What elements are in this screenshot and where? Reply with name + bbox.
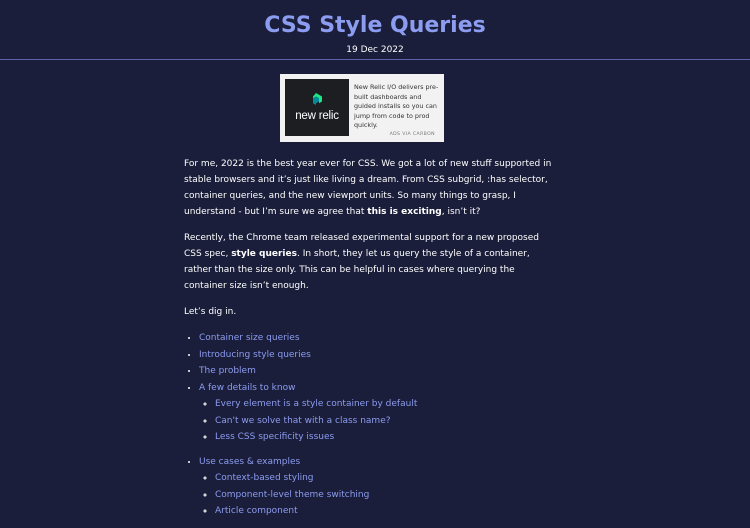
- toc-link-theme-switching[interactable]: Component-level theme switching: [215, 489, 370, 500]
- toc-link-specificity-issues[interactable]: Less CSS specificity issues: [215, 432, 335, 442]
- toc-item: [199, 454, 554, 520]
- toc-link-details-to-know[interactable]: A few details to know: [199, 382, 296, 393]
- table-of-contents: [184, 330, 554, 520]
- toc-subitem: [215, 429, 554, 446]
- ad-logo[interactable]: [285, 79, 349, 136]
- toc-item: [199, 330, 554, 347]
- toc-link-use-cases[interactable]: Use cases & examples: [199, 456, 301, 467]
- paragraph-text: , isn’t it?: [441, 207, 481, 217]
- toc-sublist: [199, 470, 554, 520]
- intro-paragraph: [184, 156, 554, 220]
- toc-link-class-name[interactable]: Can't we solve that with a class name?: [215, 415, 391, 426]
- toc-link-container-size-queries[interactable]: Container size queries: [199, 333, 300, 343]
- toc-link-context-based-styling[interactable]: Context-based styling: [215, 473, 314, 483]
- style-queries-paragraph: [184, 230, 554, 294]
- ads-via-carbon-link[interactable]: ADS VIA CARBON: [389, 132, 435, 137]
- toc-item: [199, 347, 554, 364]
- toc-link-introducing-style-queries[interactable]: Introducing style queries: [199, 349, 311, 360]
- toc-item: [199, 363, 554, 380]
- post-date: 19 Dec 2022: [346, 45, 404, 55]
- ad-text-link[interactable]: New Relic I/O delivers pre-built dashboards and guided installs so you can jump from code to prod quickly.: [354, 83, 439, 130]
- dig-in-paragraph: Let’s dig in.: [184, 307, 237, 317]
- toc-subitem: [215, 396, 554, 413]
- page-title: CSS Style Queries: [264, 13, 486, 38]
- toc-sublist: [199, 396, 554, 446]
- bold-text: this is exciting: [367, 207, 442, 217]
- toc-subitem: [215, 470, 554, 487]
- toc-link-style-container-default[interactable]: Every element is a style container by default: [215, 399, 418, 409]
- toc-link-the-problem[interactable]: The problem: [199, 366, 256, 376]
- bold-text: style queries: [231, 249, 297, 259]
- toc-subitem: [215, 487, 554, 504]
- toc-item: [199, 380, 554, 446]
- paragraph-text: For me, 2022 is the best year ever for CSS. We got a lot of new stuff supported in stable browsers and it’s just like living a dream. From CSS subgrid, :has selector, container queries, and the new viewport units. So many things to grasp, I understand - but I’m sure we agree that: [184, 159, 552, 217]
- paragraph-text: Recently, the Chrome team released experimental support for a new proposed CSS spec,: [184, 233, 539, 259]
- paragraph-text: . In short, they let us query the style of a container, rather than the size only. This can be helpful in cases where querying the container size isn’t enough.: [184, 249, 530, 291]
- ad-brand-name: new relic: [295, 110, 339, 122]
- article-body: [184, 156, 554, 528]
- new-relic-logo-icon: [310, 93, 322, 105]
- toc-subitem: [215, 503, 554, 520]
- page-header: [0, 0, 750, 60]
- toc-link-article-component[interactable]: Article component: [215, 506, 298, 516]
- carbon-ad[interactable]: [280, 74, 444, 142]
- toc-subitem: [215, 413, 554, 430]
